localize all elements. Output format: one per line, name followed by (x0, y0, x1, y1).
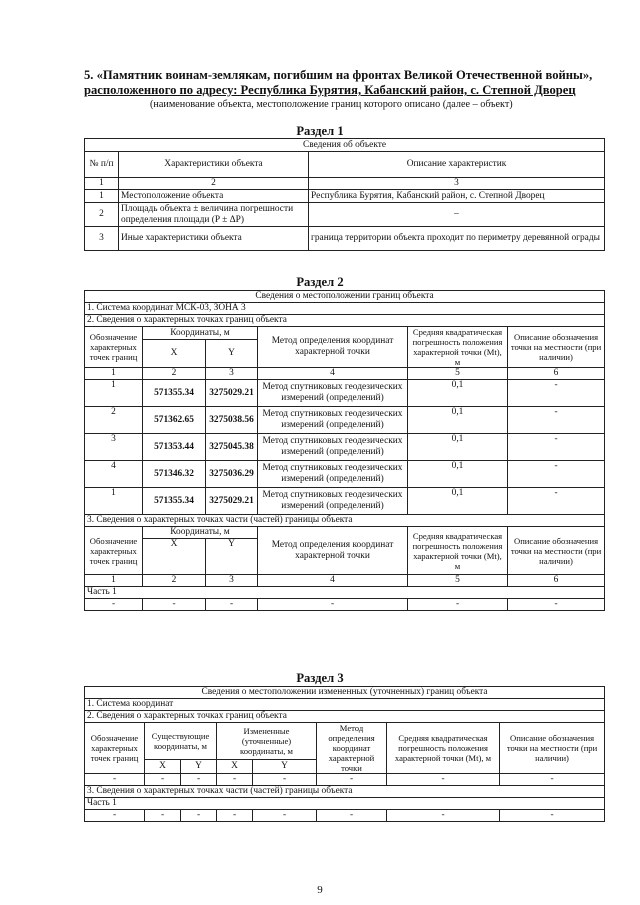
s2-r2-point: 2 (85, 407, 143, 434)
s2-r4-err: 0,1 (408, 461, 508, 488)
s1-r2-desc: – (309, 203, 605, 227)
table-row (85, 407, 605, 434)
s2-dash-4: - (258, 599, 408, 611)
s2-r3-x: 571353.44 (143, 434, 206, 461)
s3-part-label: Часть 1 (85, 798, 605, 810)
s2-r4-point: 4 (85, 461, 143, 488)
s2-r4-x: 571346.32 (143, 461, 206, 488)
s2-num-5: 5 (408, 368, 508, 380)
s2-system (85, 303, 605, 315)
section-3-table (84, 686, 605, 822)
s2-h-method: Метод определения координат характерной точки (258, 327, 408, 368)
s3-h-x2: X (217, 759, 253, 773)
table-row (85, 434, 605, 461)
s2-part2: 2. Сведения о характерных точках границ объекта (85, 315, 605, 327)
s2-dash-5: - (408, 599, 508, 611)
s3-p3-dash-3: - (181, 810, 217, 822)
s3-p3-dash-1: - (85, 810, 145, 822)
s3-dash-6: - (317, 774, 387, 786)
s2-h-err: Средняя квадратическая погрешность положения характерной точки (Mt), м (408, 327, 508, 368)
s3-p3-dash-7: - (387, 810, 500, 822)
s2-h-x: X (143, 340, 206, 368)
s2-r3-descr: - (508, 434, 605, 461)
s2-r2-y: 3275038.56 (206, 407, 258, 434)
s1-r3-desc: граница территории объекта проходит по периметру деревянной ограды (309, 227, 605, 251)
s3-dash-5: - (253, 774, 317, 786)
s3-h-point: Обозначение характерных точек границ (85, 723, 145, 774)
s2-r2-x: 571362.65 (143, 407, 206, 434)
s3-h-y2: Y (253, 759, 317, 773)
s2-r5-descr: - (508, 488, 605, 515)
s2-dash-3: - (206, 599, 258, 611)
s3-dash-7: - (387, 774, 500, 786)
s2-p3-num-1: 1 (85, 575, 143, 587)
s2-r2-err: 0,1 (408, 407, 508, 434)
s2-p3-h-point: Обозначение характерных точек границ (85, 527, 143, 575)
section-1-title: Раздел 1 (296, 124, 344, 138)
s3-p3-dash-8: - (500, 810, 605, 822)
s1-n1: 1 (85, 178, 119, 190)
s3-p3-dash-2: - (145, 810, 181, 822)
s2-p3-num-2: 2 (143, 575, 206, 587)
s1-r1-num: 1 (85, 190, 119, 203)
s3-h-changed: Измененные (уточненные) координаты, м (217, 723, 317, 760)
s3-part3: 3. Сведения о характерных точках части (частей) границы объекта (85, 786, 605, 798)
s2-r2-descr: - (508, 407, 605, 434)
s3-h-descr: Описание обозначения точки на местности (при наличии) (500, 723, 605, 774)
s3-h-method: Метод определения координат характерной точки (317, 723, 387, 774)
section-1-table (84, 138, 605, 251)
s2-r1-x: 571355.34 (143, 380, 206, 407)
s2-r3-point: 3 (85, 434, 143, 461)
s1-n3: 3 (309, 178, 605, 190)
s2-p3-num-4: 4 (258, 575, 408, 587)
s2-p3-num-3: 3 (206, 575, 258, 587)
s2-p3-h-descr: Описание обозначения точки на местности (при наличии) (508, 527, 605, 575)
s3-h-y1: Y (181, 759, 217, 773)
s2-r4-y: 3275036.29 (206, 461, 258, 488)
s2-p3-h-method: Метод определения координат характерной точки (258, 527, 408, 575)
table-row (85, 203, 605, 227)
s2-r1-point: 1 (85, 380, 143, 407)
s1-r1-char: Местоположение объекта (119, 190, 309, 203)
s2-r1-y: 3275029.21 (206, 380, 258, 407)
s3-caption: Сведения о местоположении измененных (уточненных) границ объекта (85, 687, 605, 699)
section-3-title: Раздел 3 (296, 671, 344, 685)
s2-r3-method: Метод спутниковых геодезических измерений (определений) (258, 434, 408, 461)
s1-r3-num: 3 (85, 227, 119, 251)
table-row (85, 190, 605, 203)
s2-r5-method: Метод спутниковых геодезических измерений (определений) (258, 488, 408, 515)
s2-r3-y: 3275045.38 (206, 434, 258, 461)
s1-r2-char: Площадь объекта ± величина погрешности определения площади (P ± ΔP) (119, 203, 309, 227)
s2-p3-h-x: X (143, 539, 206, 575)
s2-part3: 3. Сведения о характерных точках части (частей) границы объекта (85, 515, 605, 527)
s2-r5-point: 1 (85, 488, 143, 515)
s3-h-exist: Существующие координаты, м (145, 723, 217, 760)
s2-r5-err: 0,1 (408, 488, 508, 515)
page-number: 9 (317, 884, 323, 896)
s2-r1-method: Метод спутниковых геодезических измерений (определений) (258, 380, 408, 407)
s3-dash-1: - (85, 774, 145, 786)
s2-p3-h-coords: Координаты, м (143, 527, 258, 539)
s1-r3-char: Иные характеристики объекта (119, 227, 309, 251)
s2-r5-y: 3275029.21 (206, 488, 258, 515)
table-row (85, 461, 605, 488)
s2-num-4: 4 (258, 368, 408, 380)
s3-system: 1. Система координат (85, 699, 605, 711)
s2-h-descr: Описание обозначения точки на местности (при наличии) (508, 327, 605, 368)
s2-num-1: 1 (85, 368, 143, 380)
s2-r3-err: 0,1 (408, 434, 508, 461)
table-row (85, 599, 605, 611)
s1-r1-desc: Республика Бурятия, Кабанский район, с. Степной Дворец (309, 190, 605, 203)
s2-h-point: Обозначение характерных точек границ (85, 327, 143, 368)
s1-r2-num: 2 (85, 203, 119, 227)
s3-h-x1: X (145, 759, 181, 773)
s2-caption: Сведения о местоположении границ объекта (85, 291, 605, 303)
s3-p3-dash-4: - (217, 810, 253, 822)
s2-num-2: 2 (143, 368, 206, 380)
s2-r1-err: 0,1 (408, 380, 508, 407)
s2-dash-2: - (143, 599, 206, 611)
s3-h-err: Средняя квадратическая погрешность положения характерной точки (Mt), м (387, 723, 500, 774)
s2-p3-num-6: 6 (508, 575, 605, 587)
s2-r1-descr: - (508, 380, 605, 407)
s3-dash-4: - (217, 774, 253, 786)
s3-dash-3: - (181, 774, 217, 786)
table-row (85, 774, 605, 786)
s1-h-char: Характеристики объекта (119, 152, 309, 178)
s2-system-text: 1. Система координат МСК-03, ЗОНА 3 (87, 303, 246, 313)
table-row (85, 380, 605, 407)
document-title (84, 68, 604, 98)
s2-p3-h-err: Средняя квадратическая погрешность положения характерной точки (Mt), м (408, 527, 508, 575)
title-line-1: 5. «Памятник воинам-землякам, погибшим на фронтах Великой Отечественной войны», (84, 68, 593, 82)
table-row (85, 227, 605, 251)
s2-dash-1: - (85, 599, 143, 611)
s2-num-6: 6 (508, 368, 605, 380)
s2-r5-x: 571355.34 (143, 488, 206, 515)
s2-dash-6: - (508, 599, 605, 611)
s1-h-desc: Описание характеристик (309, 152, 605, 178)
s2-part-label: Часть 1 (85, 587, 605, 599)
s3-p3-dash-6: - (317, 810, 387, 822)
s1-h-num: № п/п (85, 152, 119, 178)
s2-p3-h-y: Y (206, 539, 258, 575)
table-row (85, 488, 605, 515)
s2-h-coords: Координаты, м (143, 327, 258, 340)
section-2-table (84, 290, 605, 611)
s3-part2: 2. Сведения о характерных точках границ объекта (85, 711, 605, 723)
s1-caption: Сведения об объекте (85, 139, 605, 152)
s3-p3-dash-5: - (253, 810, 317, 822)
table-row (85, 810, 605, 822)
s2-r2-method: Метод спутниковых геодезических измерений (определений) (258, 407, 408, 434)
section-2-title: Раздел 2 (296, 275, 344, 289)
s3-dash-8: - (500, 774, 605, 786)
s2-h-y: Y (206, 340, 258, 368)
s1-n2: 2 (119, 178, 309, 190)
s3-dash-2: - (145, 774, 181, 786)
s2-p3-num-5: 5 (408, 575, 508, 587)
title-note: (наименование объекта, местоположение границ которого описано (далее – объект) (150, 99, 513, 110)
title-line-2: расположенного по адресу: Республика Бурятия, Кабанский район, с. Степной Дворец (84, 83, 576, 97)
s2-r4-method: Метод спутниковых геодезических измерений (определений) (258, 461, 408, 488)
s2-r4-descr: - (508, 461, 605, 488)
s2-num-3: 3 (206, 368, 258, 380)
